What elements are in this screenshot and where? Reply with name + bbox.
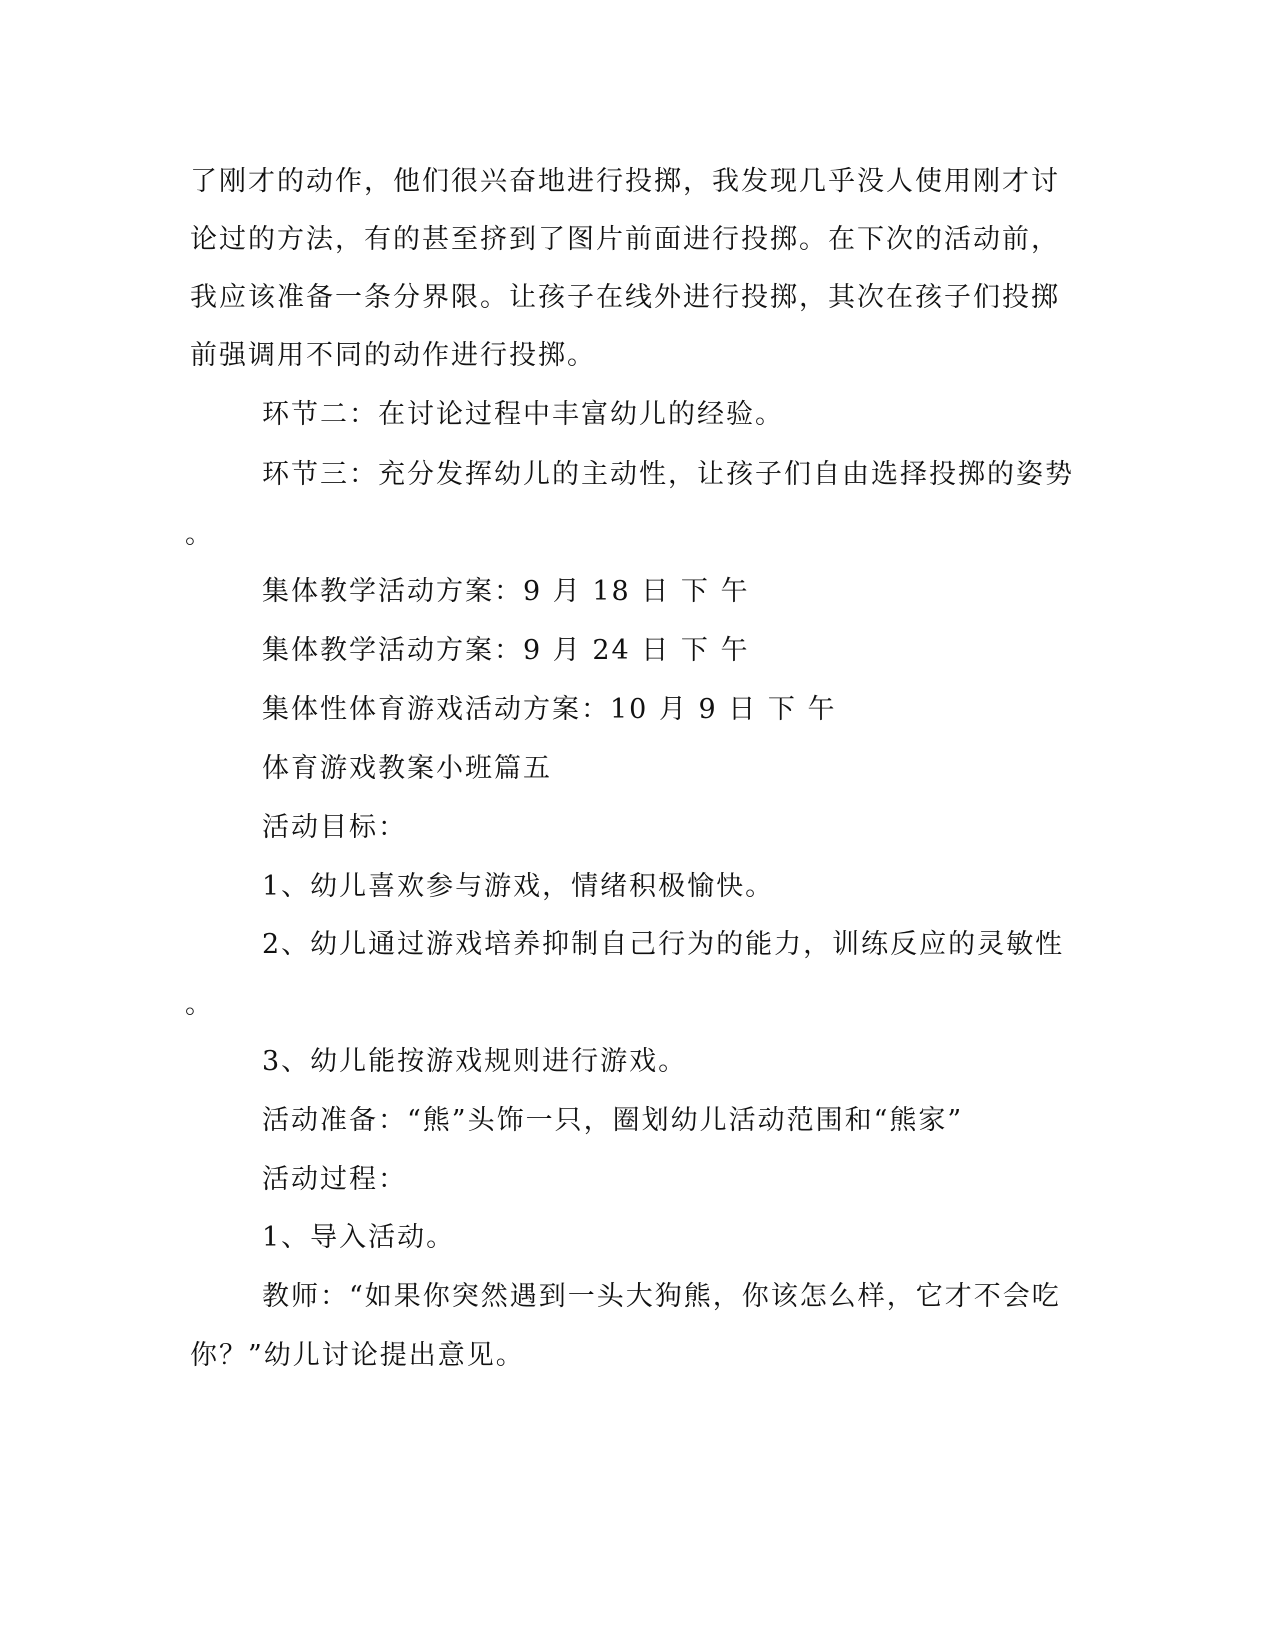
process-heading: 活动过程： bbox=[262, 1164, 407, 1195]
plan-one-text: 集体教学活动方案：9 月 18 日 下 午 bbox=[262, 576, 750, 607]
goals-heading: 活动目标： bbox=[262, 812, 407, 843]
plan-two-text: 集体教学活动方案：9 月 24 日 下 午 bbox=[262, 635, 750, 666]
section-title: 体育游戏教案小班篇五 bbox=[262, 753, 552, 784]
teacher-dialogue-line: 教师：“如果你突然遇到一头大狗熊，你该怎么样，它才不会吃 bbox=[262, 1281, 1061, 1312]
step-two-text: 环节二：在讨论过程中丰富幼儿的经验。 bbox=[262, 399, 784, 430]
process-step-one-text: 1、导入活动。 bbox=[262, 1222, 456, 1253]
step-three-text: 环节三：充分发挥幼儿的主动性，让孩子们自由选择投掷的姿势 bbox=[262, 459, 1074, 490]
paragraph-line: 论过的方法，有的甚至挤到了图片前面进行投掷。在下次的活动前， bbox=[190, 224, 1060, 255]
goal-one-text: 1、幼儿喜欢参与游戏，情绪积极愉快。 bbox=[262, 871, 775, 902]
preparation-text: 活动准备：“熊”头饰一只，圈划幼儿活动范围和“熊家” bbox=[262, 1105, 964, 1136]
goal-two-text: 2、幼儿通过游戏培养抑制自己行为的能力，训练反应的灵敏性 bbox=[262, 929, 1065, 960]
paragraph-line: 我应该准备一条分界限。让孩子在线外进行投掷，其次在孩子们投掷 bbox=[190, 282, 1060, 313]
goal-two-punctuation: 。 bbox=[185, 989, 214, 1020]
step-three-punctuation: 。 bbox=[185, 519, 214, 550]
teacher-dialogue-line: 你？”幼儿讨论提出意见。 bbox=[190, 1340, 525, 1371]
paragraph-line: 前强调用不同的动作进行投掷。 bbox=[190, 340, 596, 371]
goal-three-text: 3、幼儿能按游戏规则进行游戏。 bbox=[262, 1046, 688, 1077]
plan-three-text: 集体性体育游戏活动方案：10 月 9 日 下 午 bbox=[262, 694, 837, 725]
paragraph-line: 了刚才的动作，他们很兴奋地进行投掷，我发现几乎没人使用刚才讨 bbox=[190, 166, 1060, 197]
